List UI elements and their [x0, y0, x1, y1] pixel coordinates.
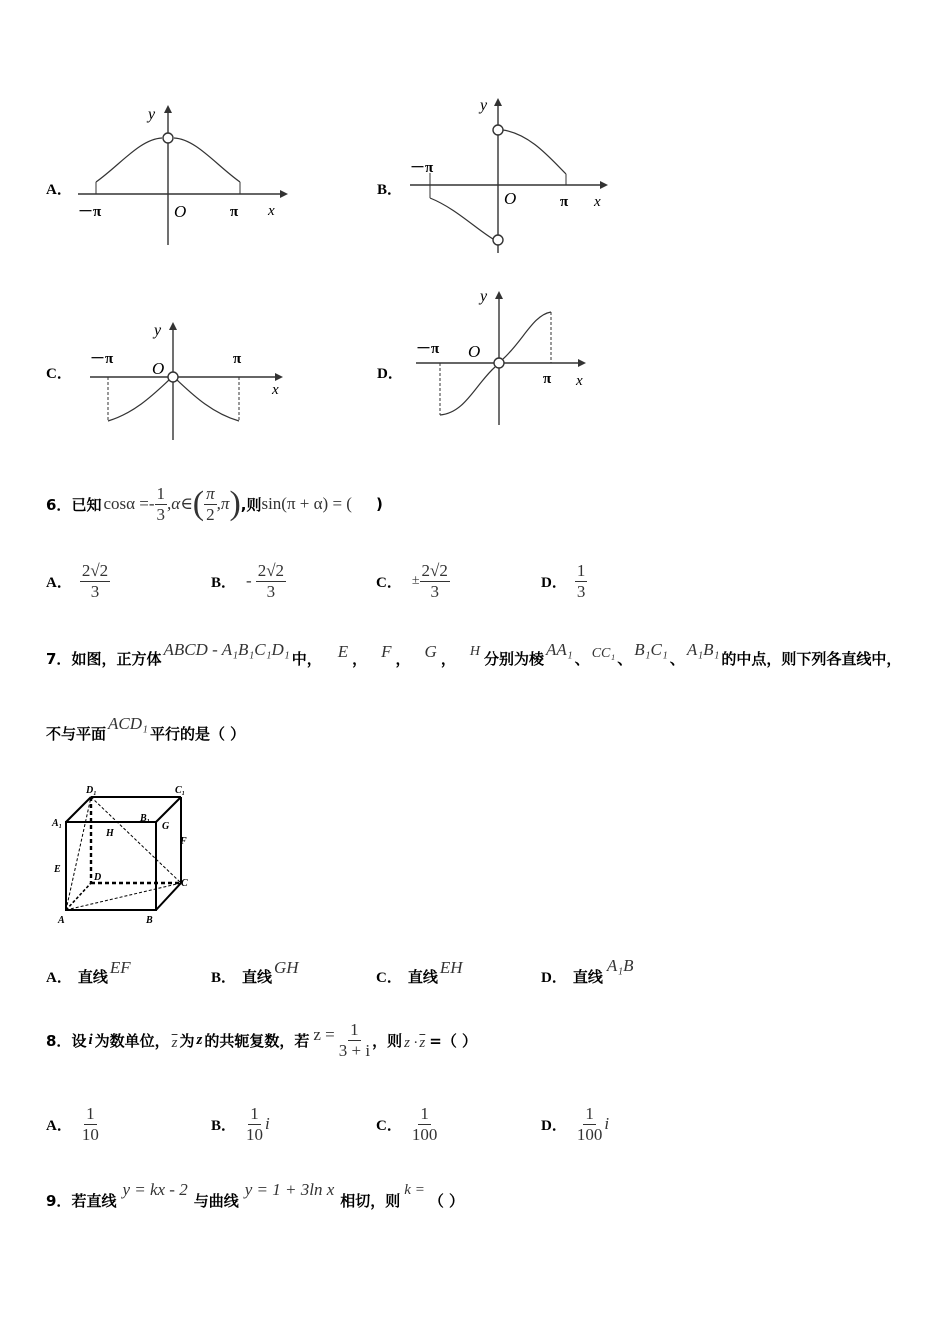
svg-text:C: C	[181, 878, 188, 889]
svg-text:x: x	[272, 382, 279, 398]
svg-text:C₁: C₁	[175, 785, 186, 796]
svg-text:A: A	[58, 915, 65, 926]
graph-option-d	[410, 285, 600, 430]
pos-pi: π	[230, 204, 239, 220]
option-label: B．	[377, 182, 403, 198]
svg-text:y: y	[480, 97, 488, 114]
question-number: 9．	[46, 1191, 72, 1210]
graph-option-b	[400, 88, 620, 258]
question-number: 8．	[46, 1031, 72, 1050]
option-b[interactable]: B． 直线 GH	[211, 958, 299, 986]
axis-y: y	[148, 106, 156, 123]
option-d[interactable]: D． $\frac{1}{3}$	[541, 560, 586, 601]
question-7-line2: 不与平面 ACD₁ 平行的是（ ）	[46, 714, 246, 743]
option-a[interactable]: A． 直线 EF	[46, 958, 131, 986]
svg-text:－π: －π	[90, 351, 114, 367]
svg-text:π: π	[233, 351, 242, 367]
graph-option-a	[70, 95, 290, 255]
origin: O	[174, 202, 187, 221]
question-9: 9． 若直线 y = kx - 2 与曲线 y = 1 + 3ln x 相切，则 k = （ ）	[46, 1180, 465, 1210]
option-a[interactable]: A． $\frac{1}{10}$	[46, 1103, 99, 1144]
svg-text:π: π	[560, 194, 569, 210]
neg-pi: －π	[78, 204, 102, 220]
q7-options	[46, 958, 806, 994]
question-number: 7．	[46, 649, 72, 668]
question-6: 6． 已知 cosα =- $\frac{1}{3}$ ,α∈ ( $\frac{\pi}{2}$ ,π ) ,则 sin(π + α) = ( )	[46, 483, 383, 524]
option-c[interactable]: C． 直线 EH	[376, 958, 463, 986]
z-conjugate: $\overline{z}$	[171, 1034, 178, 1051]
option-b[interactable]: B． - $\frac{2√2}{3}$	[211, 560, 285, 601]
graph-option-c	[80, 318, 290, 448]
svg-text:B₁: B₁	[140, 813, 151, 824]
q8-options	[46, 1098, 806, 1150]
svg-text:x: x	[594, 194, 601, 210]
option-c[interactable]: C． ± $\frac{2√2}{3}$	[376, 560, 448, 601]
svg-text:G: G	[162, 821, 170, 832]
svg-text:－π: －π	[410, 160, 434, 176]
question-8: 8． 设 i 为数单位， $\overline{z}$ 为 z 的共轭复数，若 z = $\frac{1}{3 + i}$ ，则 z · $\overline{z}$ =（ ）	[46, 1019, 478, 1060]
question-7-line1: 7． 如图，正方体 ABCD - A₁B₁C₁D₁ 中， E ， F ， G ， H 分别为棱 AA₁ 、 CC₁ 、 B₁C₁ 、 A₁B₁ 的中点，则下列各直线中，	[46, 640, 902, 668]
svg-text:D: D	[94, 872, 102, 883]
option-a[interactable]: A． $\frac{2√2}{3}$	[46, 560, 109, 601]
q6-options	[46, 555, 806, 607]
svg-text:－π: －π	[416, 341, 440, 357]
option-c[interactable]: C． $\frac{1}{100}$	[376, 1103, 438, 1144]
svg-text:O: O	[468, 342, 481, 361]
option-label: D．	[377, 366, 403, 382]
svg-text:π: π	[543, 371, 552, 387]
axis-x: x	[268, 203, 275, 219]
option-label: A．	[46, 182, 72, 198]
option-b[interactable]: B． $\frac{1}{10}$ i	[211, 1103, 270, 1144]
svg-text:O: O	[152, 359, 165, 378]
option-d[interactable]: D． $\frac{1}{100}$ i	[541, 1103, 610, 1144]
svg-text:D₁: D₁	[86, 785, 97, 796]
svg-text:H: H	[106, 828, 114, 839]
svg-text:A₁: A₁	[52, 818, 63, 829]
option-d[interactable]: D． 直线 A₁B	[541, 956, 634, 986]
svg-text:O: O	[504, 189, 517, 208]
fraction: $\frac{1}{3}$	[156, 483, 166, 524]
option-label: C．	[46, 366, 72, 382]
svg-text:y: y	[480, 288, 488, 305]
cube-figure	[48, 780, 208, 930]
svg-text:B: B	[146, 915, 153, 926]
svg-text:E: E	[54, 864, 61, 875]
svg-text:x: x	[576, 373, 583, 389]
question-number: 6．	[46, 495, 72, 514]
svg-text:F: F	[180, 836, 187, 847]
svg-text:y: y	[154, 322, 162, 339]
fraction: $\frac{\pi}{2}$	[206, 483, 215, 524]
